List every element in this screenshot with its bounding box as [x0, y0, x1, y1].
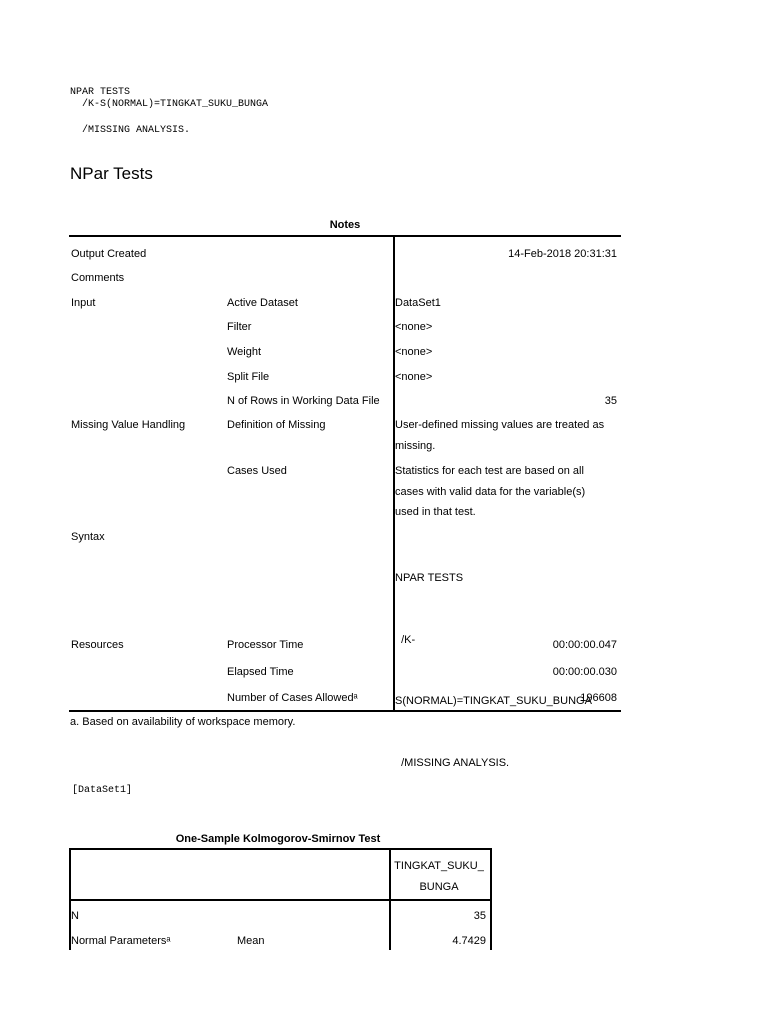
section-title: NPar Tests — [70, 164, 153, 183]
syntax-label: Syntax — [71, 531, 105, 543]
processor-time-label: Processor Time — [227, 639, 304, 651]
notes-syntax-line-2: /K- — [395, 633, 416, 646]
n-rows-value: 35 — [604, 395, 617, 407]
cases-used-value — [395, 461, 615, 523]
elapsed-time-value: 00:00:00.030 — [552, 666, 617, 678]
syntax-line-2: /K-S(NORMAL)=TINGKAT_SUKU_BUNGA — [70, 99, 269, 110]
syntax-line-3: /MISSING ANALYSIS. — [70, 125, 191, 136]
ks-n-label: N — [71, 910, 79, 922]
missing-value-handling-label: Missing Value Handling — [71, 419, 186, 431]
ks-table-title: One-Sample Kolmogorov-Smirnov Test — [175, 833, 381, 845]
weight-label: Weight — [227, 346, 262, 358]
definition-of-missing-line-2: missing. — [395, 439, 436, 452]
output-created-value: 14-Feb-2018 20:31:31 — [508, 248, 617, 260]
elapsed-time-label: Elapsed Time — [227, 666, 294, 678]
syntax-line-1: NPAR TESTS — [70, 87, 131, 98]
ks-normal-parameters-label: Normal Parametersᵃ — [71, 935, 171, 947]
definition-of-missing-line-1: User-defined missing values are treated as — [395, 419, 605, 431]
split-file-label: Split File — [227, 371, 270, 383]
active-dataset-label: Active Dataset — [227, 297, 298, 309]
split-file-value: <none> — [395, 371, 433, 383]
cases-allowed-label: Number of Cases Allowedᵃ — [227, 692, 358, 704]
active-dataset-value: DataSet1 — [395, 297, 441, 309]
ks-column-header — [391, 856, 487, 897]
filter-label: Filter — [227, 321, 252, 333]
definition-of-missing-value — [395, 415, 615, 456]
cases-used-line-3: used in that test. — [395, 506, 476, 518]
filter-value: <none> — [395, 321, 433, 333]
ks-column-header-line-2: BUNGA — [419, 880, 459, 893]
notes-syntax-line-1: NPAR TESTS — [395, 572, 464, 584]
notes-syntax-line-3: S(NORMAL)=TINGKAT_SUKU_BUNGA — [395, 695, 592, 707]
input-label: Input — [71, 297, 96, 309]
notes-footnote: a. Based on availability of workspace memory. — [70, 716, 296, 728]
notes-syntax-line-4: /MISSING ANALYSIS. — [395, 756, 510, 769]
cases-allowed-value: 196608 — [580, 692, 617, 704]
output-created-label: Output Created — [71, 248, 147, 260]
cases-used-line-2: cases with valid data for the variable(s) — [395, 485, 586, 498]
ks-mean-value: 4.7429 — [452, 935, 486, 947]
notes-table-title: Notes — [329, 219, 361, 231]
definition-of-missing-label: Definition of Missing — [227, 419, 326, 431]
ks-n-value: 35 — [473, 910, 486, 922]
weight-value: <none> — [395, 346, 433, 358]
dataset-label: [DataSet1] — [72, 785, 133, 796]
processor-time-value: 00:00:00.047 — [552, 639, 617, 651]
ks-column-header-line-1: TINGKAT_SUKU_ — [394, 860, 484, 872]
ks-mean-label: Mean — [237, 935, 265, 947]
resources-label: Resources — [71, 639, 124, 651]
n-rows-label: N of Rows in Working Data File — [227, 395, 380, 407]
ks-header-divider — [71, 899, 490, 901]
syntax-block — [70, 87, 268, 111]
comments-label: Comments — [71, 272, 125, 284]
cases-used-label: Cases Used — [227, 465, 287, 477]
ks-table — [69, 848, 492, 950]
cases-used-line-1: Statistics for each test are based on all — [395, 465, 584, 477]
